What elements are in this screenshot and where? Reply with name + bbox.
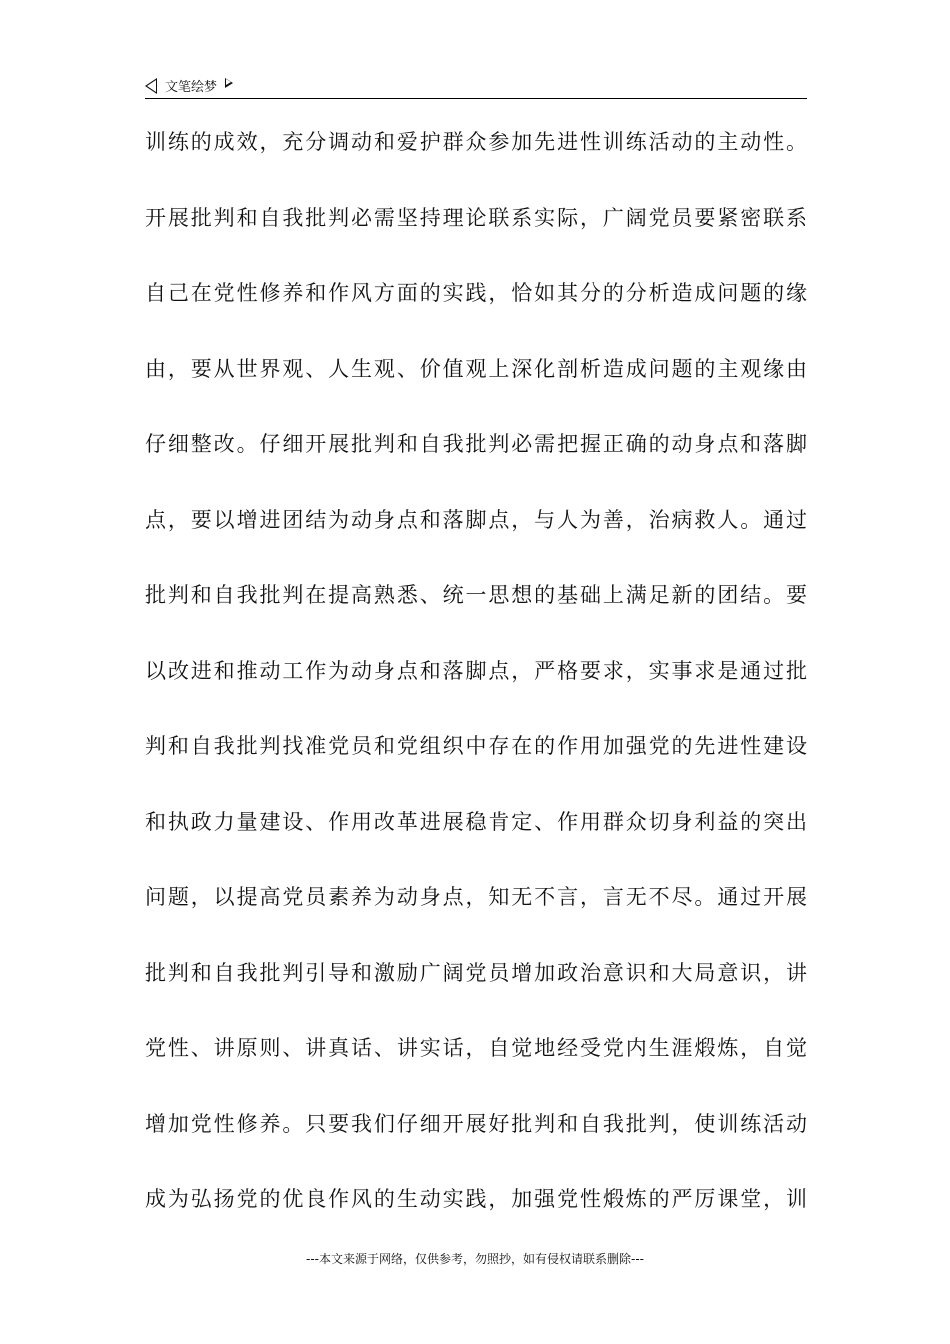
body-line: 以改进和推动工作为动身点和落脚点，严格要求，实事求是通过批 bbox=[145, 658, 807, 683]
body-line: 批判和自我批判引导和激励广阔党员增加政治意识和大局意识，讲 bbox=[145, 960, 807, 985]
body-line: 判和自我批判找准党员和党组织中存在的作用加强党的先进性建设 bbox=[145, 734, 807, 758]
body-line: 党性、讲原则、讲真话、讲实话，自觉地经受党内生涯煅炼，自觉 bbox=[145, 1036, 807, 1060]
body-line: 增加党性修养。只要我们仔细开展好批判和自我批判，使训练活动 bbox=[145, 1111, 807, 1136]
header-brand bbox=[145, 76, 233, 95]
body-line: 批判和自我批判在提高熟悉、统一思想的基础上满足新的团结。要 bbox=[145, 583, 807, 607]
body-line: 问题，以提高党员素养为动身点，知无不言，言无不尽。通过开展 bbox=[145, 885, 807, 909]
body-line: 和执政力量建设、作用改革进展稳肯定、作用群众切身利益的突出 bbox=[145, 809, 807, 834]
body-line: 由，要从世界观、人生观、价值观上深化剖析造成问题的主观缘由 bbox=[145, 356, 807, 381]
body-line: 成为弘扬党的优良作风的生动实践，加强党性煅炼的严厉课堂，训 bbox=[145, 1187, 807, 1211]
body-line: 自己在党性修养和作风方面的实践，恰如其分的分析造成问题的缘 bbox=[145, 281, 807, 305]
body-line: 仔细整改。仔细开展批判和自我批判必需把握正确的动身点和落脚 bbox=[145, 432, 807, 456]
triangle-right-icon bbox=[225, 78, 233, 88]
header-title: 文笔绘梦 bbox=[165, 80, 218, 95]
page-footer: ---本文来源于网络，仅供参考，勿照抄，如有侵权请联系删除--- bbox=[306, 1252, 644, 1266]
body-line: 点，要以增进团结为动身点和落脚点，与人为善，治病救人。通过 bbox=[145, 507, 807, 532]
page-header bbox=[145, 72, 807, 99]
triangle-left-icon bbox=[145, 78, 157, 94]
document-body bbox=[145, 128, 807, 1261]
body-line: 开展批判和自我批判必需坚持理论联系实际，广阔党员要紧密联系 bbox=[145, 205, 807, 230]
body-line: 训练的成效，充分调动和爱护群众参加先进性训练活动的主动性。 bbox=[145, 130, 807, 154]
